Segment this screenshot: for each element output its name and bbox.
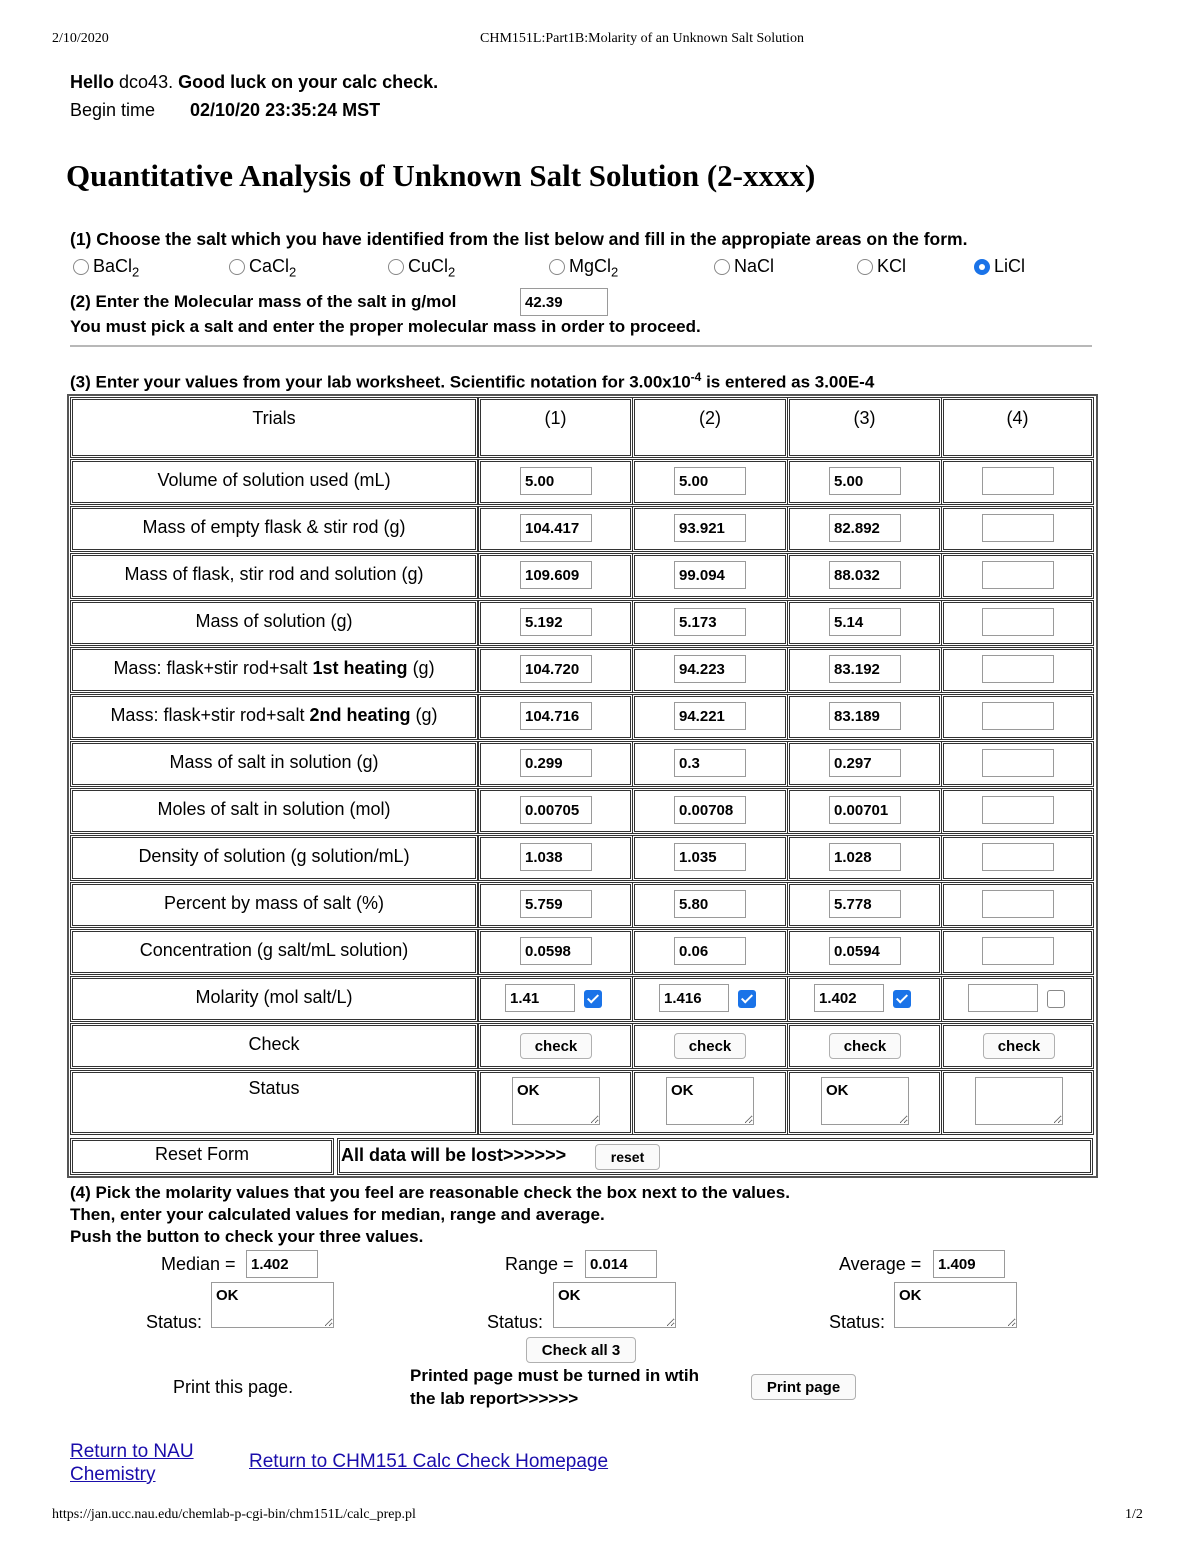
- trial-4-input[interactable]: [982, 561, 1054, 589]
- average-input[interactable]: [933, 1250, 1005, 1278]
- radio-label-bacl: [93, 256, 139, 280]
- molarity-trial-1-input[interactable]: [505, 984, 575, 1012]
- step3-instructions: [70, 370, 874, 393]
- trial-3-input[interactable]: [829, 514, 901, 542]
- trial-1-input[interactable]: [520, 937, 592, 965]
- trial-1-input[interactable]: [520, 749, 592, 777]
- step3-text-a: (3) Enter your values from your lab worksheet. Scientific notation for 3.00x10: [70, 372, 691, 392]
- row-label: Mass of flask, stir rod and solution (g): [124, 564, 424, 584]
- molarity-trial-3-input[interactable]: [814, 984, 884, 1012]
- radio-label-nacl: [734, 256, 774, 277]
- trial-3-input[interactable]: [829, 749, 901, 777]
- print-note-line1: Printed page must be turned in wtih: [410, 1366, 700, 1385]
- salt-name: CuCl: [408, 256, 449, 276]
- row-label-part: 1st heating: [312, 658, 408, 678]
- reset-button[interactable]: reset: [595, 1144, 660, 1170]
- trial-3-input[interactable]: [829, 937, 901, 965]
- trial-1-input[interactable]: [520, 467, 592, 495]
- row-label: Density of solution (g solution/mL): [138, 846, 410, 866]
- row-label: Check: [248, 1034, 300, 1054]
- trial-4-input[interactable]: [982, 796, 1054, 824]
- trial-4-input[interactable]: [982, 514, 1054, 542]
- trial-1-input[interactable]: [520, 514, 592, 542]
- trial-1-input[interactable]: [520, 561, 592, 589]
- trial-4-input[interactable]: [982, 890, 1054, 918]
- row-label: Mass of solution (g): [195, 611, 353, 631]
- trial-2-input[interactable]: [674, 608, 746, 636]
- print-label: Print this page.: [173, 1377, 294, 1397]
- trial-4-input[interactable]: [982, 749, 1054, 777]
- step4-line1: (4) Pick the molarity values that you feel are reasonable check the box next to the values.: [70, 1183, 790, 1202]
- row-label-part: 2nd heating: [309, 705, 411, 725]
- step3-text-b: is entered as 3.00E-4: [706, 372, 875, 392]
- step1-instructions: (1) Choose the salt which you have identified from the list below and fill in the appropiate areas on the form.: [70, 229, 968, 249]
- print-note-line2: the lab report>>>>>>: [410, 1389, 579, 1408]
- check-trial-2-button[interactable]: check: [674, 1033, 746, 1059]
- greeting-user: dco43.: [119, 72, 174, 92]
- molar-mass-label: (2) Enter the Molecular mass of the salt in g/mol: [70, 292, 457, 311]
- molarity-trial-4-input[interactable]: [968, 984, 1038, 1012]
- range-status-label: Status:: [487, 1312, 544, 1332]
- step4-line3: Push the button to check your three values.: [70, 1227, 424, 1246]
- radio-label-cacl: [249, 256, 296, 280]
- molar-mass-note: You must pick a salt and enter the proper molecular mass in order to proceed.: [70, 317, 701, 336]
- trial-2-input[interactable]: [674, 467, 746, 495]
- median-label: Median =: [161, 1254, 236, 1274]
- average-status-box[interactable]: [894, 1282, 1017, 1328]
- row-label-part: (g): [412, 658, 435, 678]
- salt-name: CaCl: [249, 256, 290, 276]
- molarity-trial-3-checkbox[interactable]: [893, 990, 911, 1008]
- median-status-label: Status:: [146, 1312, 203, 1332]
- row-label-part: (g): [415, 705, 438, 725]
- molarity-trial-1-checkbox[interactable]: [584, 990, 602, 1008]
- trial-3-input[interactable]: [829, 796, 901, 824]
- molarity-trial-2-checkbox[interactable]: [738, 990, 756, 1008]
- median-input[interactable]: [246, 1250, 318, 1278]
- trial-4-input[interactable]: [982, 608, 1054, 636]
- greeting-hello: Hello: [70, 72, 115, 92]
- header-label: (3): [853, 408, 876, 428]
- divider: [70, 345, 1092, 347]
- step4-line2: Then, enter your calculated values for median, range and average.: [70, 1205, 605, 1224]
- reset-form-label: Reset Form: [154, 1144, 250, 1164]
- salt-subscript: 2: [289, 264, 297, 280]
- row-label: [70, 705, 478, 726]
- trial-2-input[interactable]: [674, 749, 746, 777]
- radio-cacl[interactable]: [229, 259, 245, 275]
- trial-1-input[interactable]: [520, 702, 592, 730]
- radio-cucl[interactable]: [388, 259, 404, 275]
- radio-bacl[interactable]: [73, 259, 89, 275]
- row-label: Concentration (g salt/mL solution): [139, 940, 409, 960]
- radio-kcl[interactable]: [857, 259, 873, 275]
- check-trial-3-button[interactable]: check: [829, 1033, 901, 1059]
- row-label: Mass of salt in solution (g): [169, 752, 379, 772]
- print-page-number: 1/2: [1125, 1507, 1143, 1522]
- trial-2-input[interactable]: [674, 514, 746, 542]
- row-label: [70, 658, 478, 679]
- check-trial-4-button[interactable]: check: [983, 1033, 1055, 1059]
- median-status-box[interactable]: [211, 1282, 334, 1328]
- salt-name: MgCl: [569, 256, 612, 276]
- salt-name: KCl: [877, 256, 907, 276]
- molarity-trial-4-checkbox[interactable]: [1047, 990, 1065, 1008]
- header-label: (2): [699, 408, 721, 428]
- trial-2-input[interactable]: [674, 937, 746, 965]
- header-label: (1): [544, 408, 567, 428]
- status-trial-3-box[interactable]: [821, 1077, 909, 1125]
- trial-2-input[interactable]: [674, 796, 746, 824]
- row-label-part: Mass: flask+stir rod+salt: [113, 658, 308, 678]
- return-nau-line2: Chemistry: [70, 1464, 156, 1485]
- trial-1-input[interactable]: [520, 655, 592, 683]
- range-input[interactable]: [585, 1250, 657, 1278]
- status-trial-1-box[interactable]: [512, 1077, 600, 1125]
- begin-time-value: 02/10/20 23:35:24 MST: [190, 100, 381, 120]
- row-label: Percent by mass of salt (%): [163, 893, 385, 913]
- trial-1-input[interactable]: [520, 796, 592, 824]
- salt-name: LiCl: [994, 256, 1026, 276]
- average-status-label: Status:: [829, 1312, 886, 1332]
- trial-2-input[interactable]: [674, 655, 746, 683]
- trial-3-input[interactable]: [829, 890, 901, 918]
- row-label: Status: [248, 1078, 300, 1098]
- salt-subscript: 2: [611, 264, 619, 280]
- header-label: Trials: [252, 408, 296, 428]
- print-date: 2/10/2020: [52, 31, 109, 46]
- trial-1-input[interactable]: [520, 608, 592, 636]
- return-nau-line1: Return to NAU: [70, 1441, 194, 1462]
- molarity-trial-2-input[interactable]: [659, 984, 729, 1012]
- trial-3-input[interactable]: [829, 843, 901, 871]
- greeting-message: Good luck on your calc check.: [178, 72, 439, 92]
- radio-licl[interactable]: [974, 259, 990, 275]
- radio-label-mgcl: [569, 256, 618, 280]
- salt-subscript: 2: [132, 264, 140, 280]
- trial-3-input[interactable]: [829, 608, 901, 636]
- row-label: Moles of salt in solution (mol): [157, 799, 391, 819]
- trial-4-input[interactable]: [982, 467, 1054, 495]
- average-label: Average =: [839, 1254, 922, 1274]
- row-label-part: Mass: flask+stir rod+salt: [110, 705, 305, 725]
- print-url: https://jan.ucc.nau.edu/chemlab-p-cgi-bin/chm151L/calc_prep.pl: [52, 1507, 416, 1522]
- radio-mgcl[interactable]: [549, 259, 565, 275]
- trial-1-input[interactable]: [520, 843, 592, 871]
- row-label: Mass of empty flask & stir rod (g): [142, 517, 406, 537]
- check-all-button[interactable]: Check all 3: [526, 1337, 636, 1363]
- header-label: (4): [1006, 408, 1029, 428]
- return-homepage-link[interactable]: Return to CHM151 Calc Check Homepage: [249, 1451, 609, 1472]
- status-trial-2-box[interactable]: [666, 1077, 754, 1125]
- trial-4-input[interactable]: [982, 937, 1054, 965]
- radio-label-cucl: [408, 256, 455, 280]
- trial-3-input[interactable]: [829, 561, 901, 589]
- step3-exponent: -4: [690, 370, 702, 384]
- range-status-box[interactable]: [553, 1282, 676, 1328]
- trial-3-input[interactable]: [829, 702, 901, 730]
- trial-2-input[interactable]: [674, 702, 746, 730]
- trial-2-input[interactable]: [674, 890, 746, 918]
- row-label: Molarity (mol salt/L): [195, 987, 353, 1007]
- trial-2-input[interactable]: [674, 843, 746, 871]
- check-trial-1-button[interactable]: check: [520, 1033, 592, 1059]
- row-label: Volume of solution used (mL): [157, 470, 391, 490]
- print-page-button[interactable]: Print page: [751, 1374, 856, 1400]
- trial-3-input[interactable]: [829, 467, 901, 495]
- reset-warning: All data will be lost>>>>>>: [341, 1145, 567, 1165]
- salt-subscript: 2: [448, 264, 456, 280]
- radio-label-kcl: [877, 256, 906, 277]
- return-nau-link[interactable]: [70, 1440, 194, 1486]
- trial-3-input[interactable]: [829, 655, 901, 683]
- salt-name: BaCl: [93, 256, 133, 276]
- page-title: Quantitative Analysis of Unknown Salt Solution (2-xxxx): [66, 158, 816, 193]
- trial-1-input[interactable]: [520, 890, 592, 918]
- trial-4-input[interactable]: [982, 843, 1054, 871]
- greeting-line: [70, 72, 438, 93]
- status-trial-4-box[interactable]: [975, 1077, 1063, 1125]
- trial-4-input[interactable]: [982, 702, 1054, 730]
- radio-nacl[interactable]: [714, 259, 730, 275]
- salt-name: NaCl: [734, 256, 775, 276]
- radio-label-licl: [994, 256, 1025, 277]
- trial-2-input[interactable]: [674, 561, 746, 589]
- trial-4-input[interactable]: [982, 655, 1054, 683]
- print-title: CHM151L:Part1B:Molarity of an Unknown Salt Solution: [480, 31, 804, 46]
- begin-time-label: Begin time: [70, 100, 156, 120]
- range-label: Range =: [505, 1254, 574, 1274]
- molar-mass-input[interactable]: [520, 288, 608, 316]
